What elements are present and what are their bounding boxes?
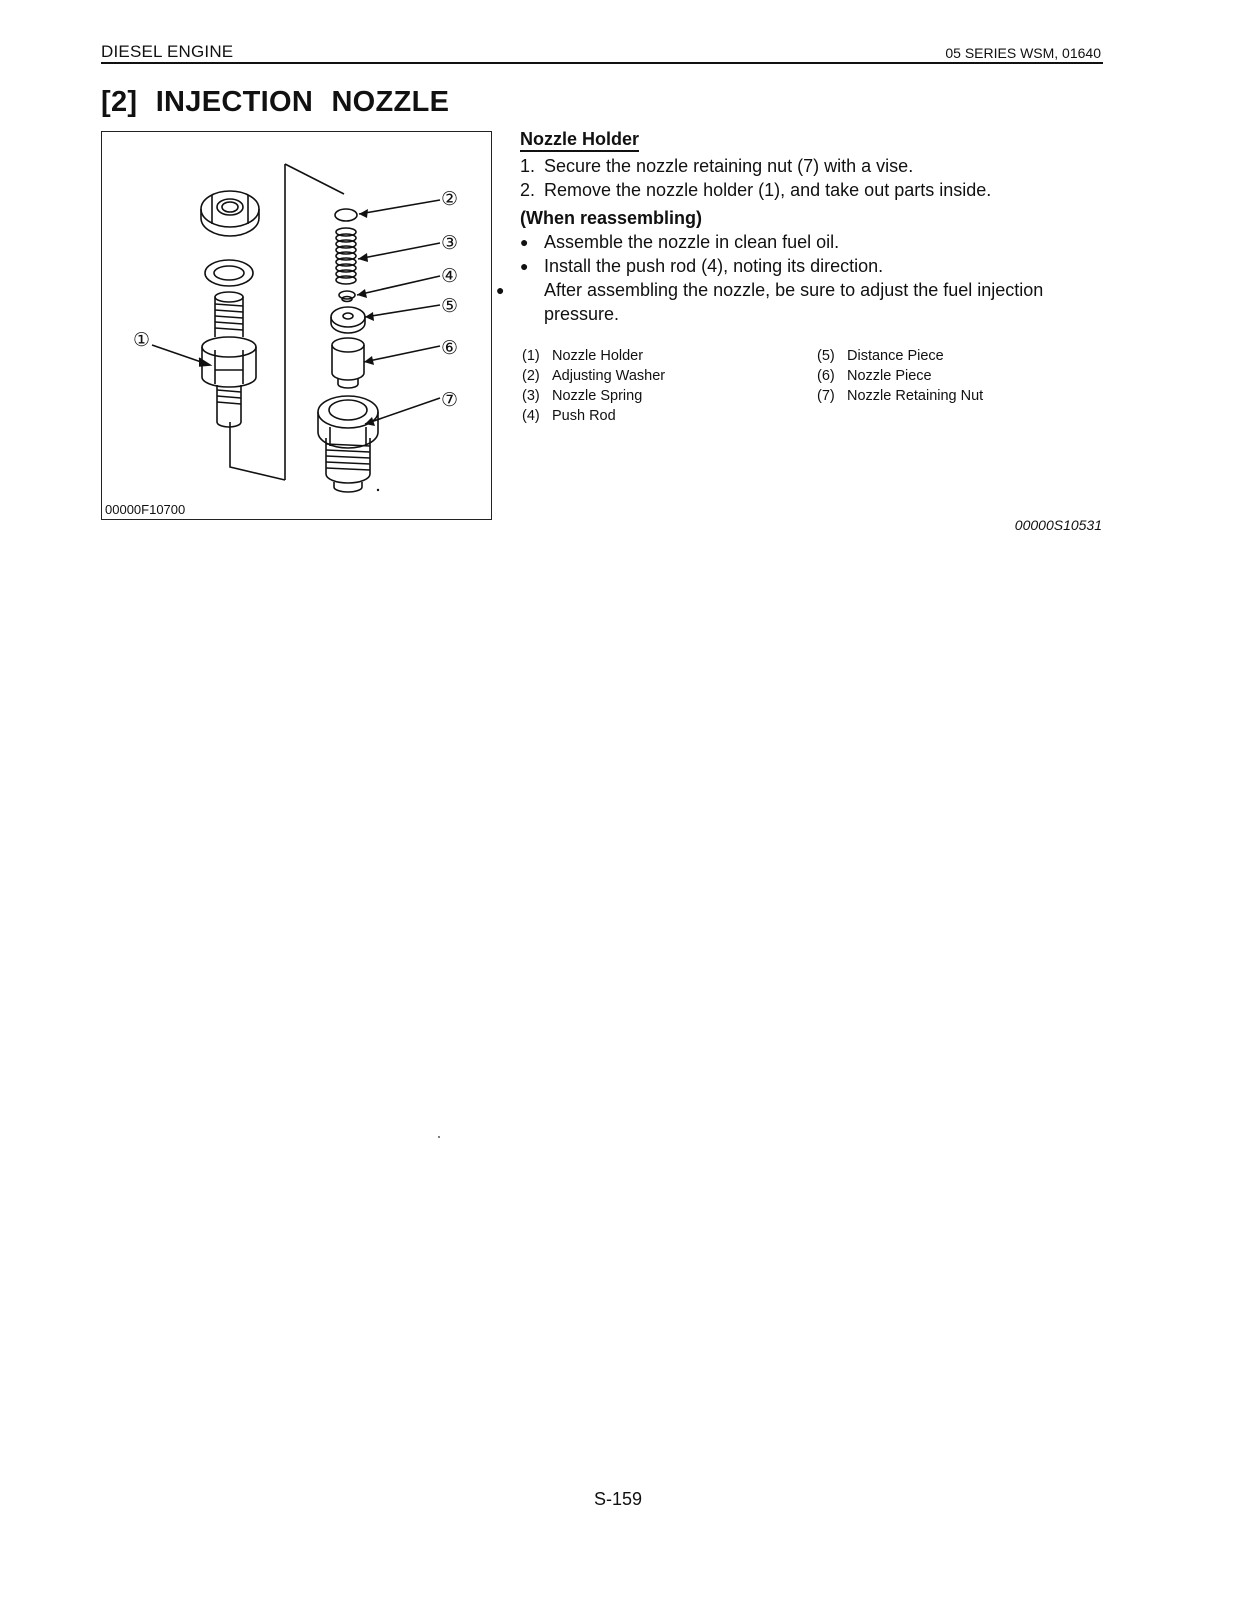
legend-item: (1) Nozzle Holder: [522, 348, 644, 364]
callout-7: ⑦: [441, 389, 459, 411]
callout-6: ⑥: [441, 337, 459, 359]
cap-nut-part: [201, 191, 259, 236]
bullet-item: [520, 230, 839, 254]
legend-item: (7) Nozzle Retaining Nut: [817, 388, 984, 404]
scan-speck: [438, 1136, 440, 1138]
legend-item: (4) Push Rod: [522, 408, 616, 424]
bullet-icon: ●: [520, 234, 529, 250]
figure-code: 00000F10700: [105, 502, 186, 517]
step-number: 1.: [520, 156, 536, 176]
header-section-name: DIESEL ENGINE: [101, 42, 234, 61]
bullet-item: [496, 278, 1102, 326]
bullet-text: After assembling the nozzle, be sure to adjust the fuel injection pressure.: [544, 280, 1044, 324]
step-number: 2.: [520, 180, 536, 200]
leader-5: [365, 305, 440, 317]
bullet-icon: ●: [496, 282, 505, 298]
distance-piece-part: [331, 307, 365, 333]
legend-item: (5) Distance Piece: [817, 348, 944, 364]
nozzle-exploded-drawing: [102, 132, 493, 521]
parts-legend-right: [817, 346, 983, 406]
gasket-part: [205, 260, 253, 286]
bracket-line-lower: [230, 450, 285, 480]
push-rod-part: [339, 291, 355, 302]
callout-1: ①: [133, 329, 151, 351]
callout-2: ②: [441, 188, 459, 210]
leader-2: [359, 200, 440, 214]
step-2: [520, 178, 991, 202]
leader-4: [357, 276, 440, 295]
page-number: S-159: [593, 1489, 643, 1509]
nozzle-holder-part: [202, 292, 256, 450]
nozzle-retaining-nut-part: [318, 396, 378, 492]
nozzle-piece-part: [332, 338, 364, 388]
subsection-title: Nozzle Holder: [520, 128, 639, 152]
legend-item: (6) Nozzle Piece: [817, 368, 932, 384]
step-text: Remove the nozzle holder (1), and take out parts inside.: [544, 180, 992, 200]
bullet-text: Assemble the nozzle in clean fuel oil.: [544, 232, 840, 252]
callout-3: ③: [441, 232, 459, 254]
adjusting-washer-part: [335, 209, 357, 221]
legend-item: (3) Nozzle Spring: [522, 388, 643, 404]
header-rule: [101, 62, 1103, 64]
leader-6: [364, 346, 440, 362]
nozzle-exploded-figure: [101, 131, 492, 520]
bullet-icon: ●: [520, 258, 529, 274]
header-manual-id: 05 SERIES WSM, 01640: [945, 45, 1101, 61]
document-code: 00000S10531: [1014, 517, 1102, 533]
leader-3: [358, 243, 440, 259]
callout-5: ⑤: [441, 295, 459, 317]
bullet-item: [520, 254, 883, 278]
step-text: Secure the nozzle retaining nut (7) with a vise.: [544, 156, 914, 176]
callout-4: ④: [441, 265, 459, 287]
step-1: [520, 154, 913, 178]
bullet-text: Install the push rod (4), noting its direction.: [544, 256, 884, 276]
reassembling-heading: (When reassembling): [520, 208, 703, 228]
leader-1: [152, 345, 207, 364]
legend-item: (2) Adjusting Washer: [522, 368, 666, 384]
leader-7: [365, 398, 440, 424]
parts-legend-left: [522, 346, 665, 426]
nozzle-spring-part: [336, 228, 356, 284]
section-title: [2] INJECTION NOZZLE: [101, 86, 450, 118]
